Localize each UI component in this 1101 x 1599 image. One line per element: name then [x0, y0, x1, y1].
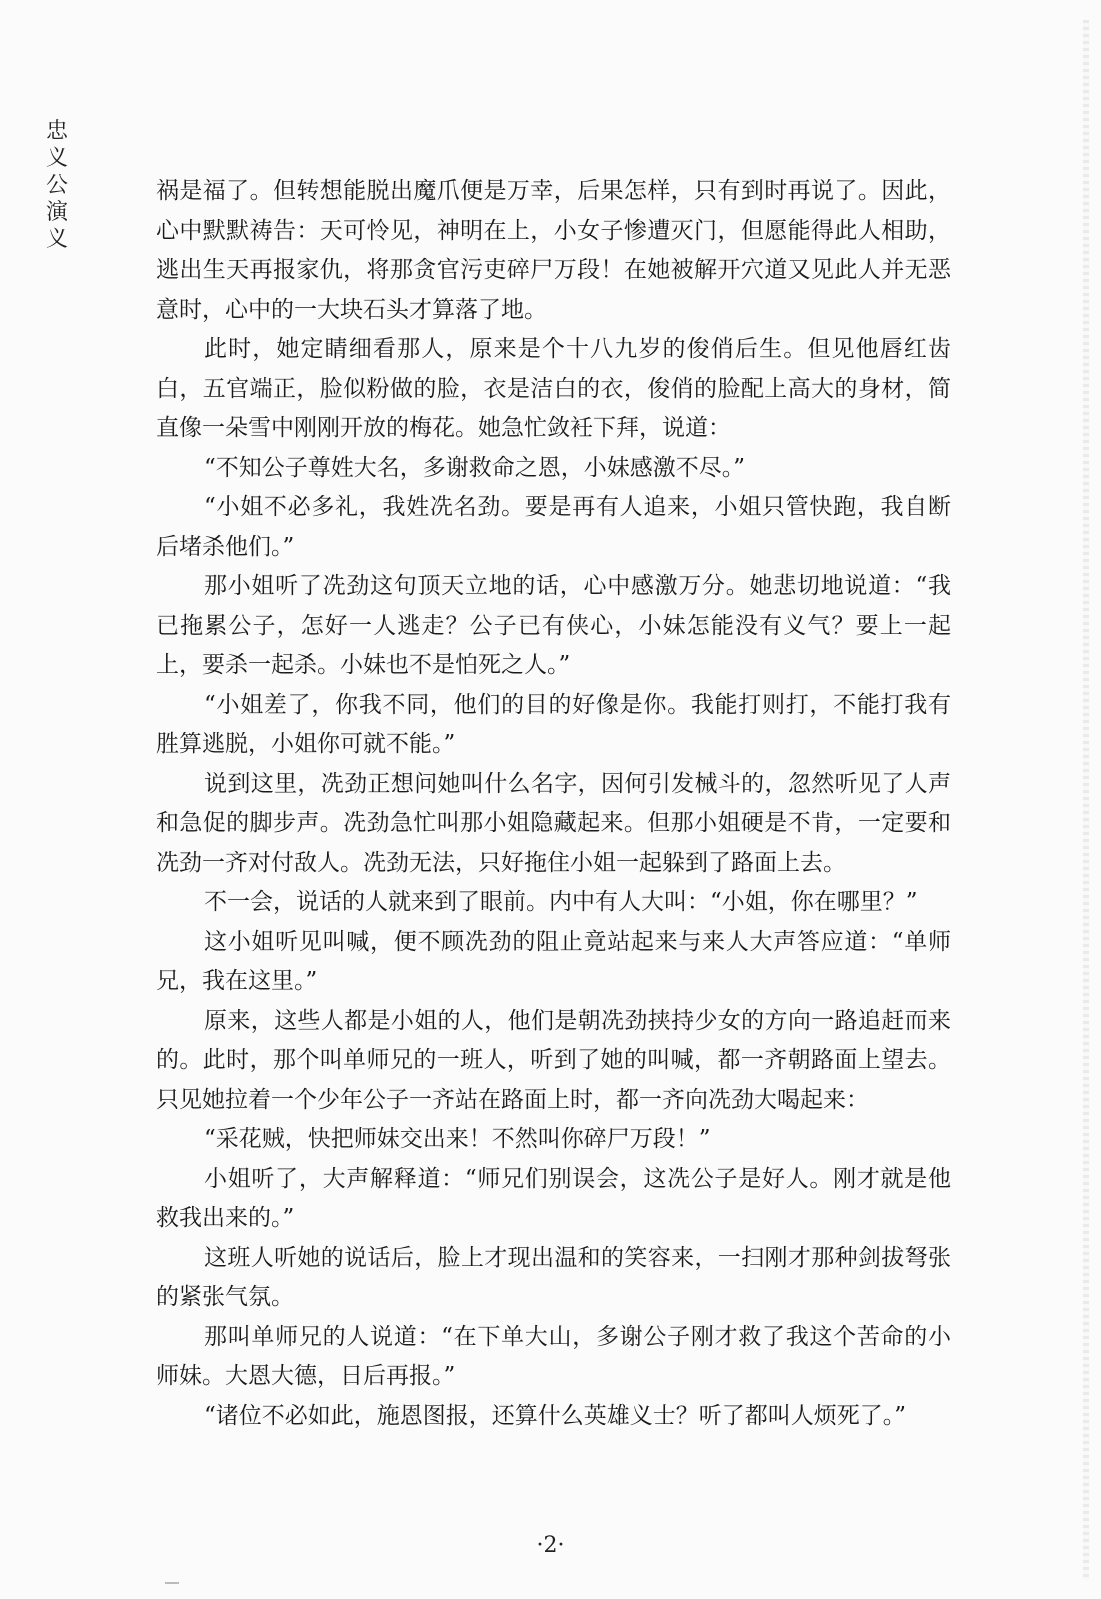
- paragraph: 那叫单师兄的人说道：“在下单大山，多谢公子刚才救了我这个苦命的小师妹。大恩大德，日后再报。”: [156, 1323, 951, 1389]
- paragraph: 这小姐听见叫喊，便不顾冼劲的阻止竟站起来与来人大声答应道：“单师兄，我在这里。”: [156, 928, 951, 994]
- paragraph: 说到这里，冼劲正想问她叫什么名字，因何引发械斗的，忽然听见了人声和急促的脚步声。冼劲急忙叫那小姐隐藏起来。但那小姐硬是不肯，一定要和冼劲一齐对付敌人。冼劲无法，只好拖住小姐一起躲到了路面上去。: [156, 770, 951, 876]
- page-number: ·2·: [536, 1533, 565, 1558]
- paragraph: “采花贼，快把师妹交出来！不然叫你碎尸万段！”: [204, 1126, 711, 1152]
- paragraph: 此时，她定睛细看那人，原来是个十八九岁的俊俏后生。但见他唇红齿白，五官端正，脸似粉做的脸，衣是洁白的衣，俊俏的脸配上高大的身材，简直像一朵雪中刚刚开放的梅花。她急忙敛衽下拜，说道：: [156, 336, 951, 441]
- paragraph: “诸位不必如此，施恩图报，还算什么英雄义士？听了都叫人烦死了。”: [204, 1402, 907, 1429]
- paragraph: 小姐听了，大声解释道：“师兄们别误会，这冼公子是好人。刚才就是他救我出来的。”: [156, 1165, 951, 1231]
- paragraph: 那小姐听了冼劲这句顶天立地的话，心中感激万分。她悲切地说道：“我已拖累公子，怎好一人逃走？公子已有侠心，小妹怎能没有义气？要上一起上，要杀一起杀。小妹也不是怕死之人。”: [156, 573, 951, 678]
- body-text: [156, 172, 951, 1436]
- paragraph: “小姐不必多礼，我姓冼名劲。要是再有人追来，小姐只管快跑，我自断后堵杀他们。”: [156, 494, 951, 560]
- paragraph: “不知公子尊姓大名，多谢救命之恩，小妹感激不尽。”: [204, 454, 746, 481]
- paragraph: “小姐差了，你我不同，他们的目的好像是你。我能打则打，不能打我有胜算逃脱，小姐你可就不能。”: [156, 691, 951, 757]
- scan-edge-shadow: [1083, 20, 1089, 1580]
- scan-mark: [165, 1582, 179, 1584]
- paragraph: 这班人听她的说话后，脸上才现出温和的笑容来，一扫刚才那种剑拔弩张的紧张气氛。: [156, 1244, 951, 1310]
- paragraph: 原来，这些人都是小姐的人，他们是朝冼劲挟持少女的方向一路追赶而来的。此时，那个叫单师兄的一班人，听到了她的叫喊，都一齐朝路面上望去。只见她拉着一个少年公子一齐站在路面上时，都一齐向冼劲大喝起来：: [156, 1007, 951, 1113]
- running-title: 忠义公演义: [45, 119, 68, 252]
- paragraph: 不一会，说话的人就来到了眼前。内中有人大叫：“小姐，你在哪里？”: [204, 889, 918, 915]
- paragraph: 祸是福了。但转想能脱出魔爪便是万幸，后果怎样，只有到时再说了。因此，心中默默祷告：天可怜见，神明在上，小女子惨遭灭门，但愿能得此人相助，逃出生天再报家仇，将那贪官污吏碎尸万段！在她被解开穴道又见此人并无恶意时，心中的一大块石头才算落了地。: [156, 178, 951, 323]
